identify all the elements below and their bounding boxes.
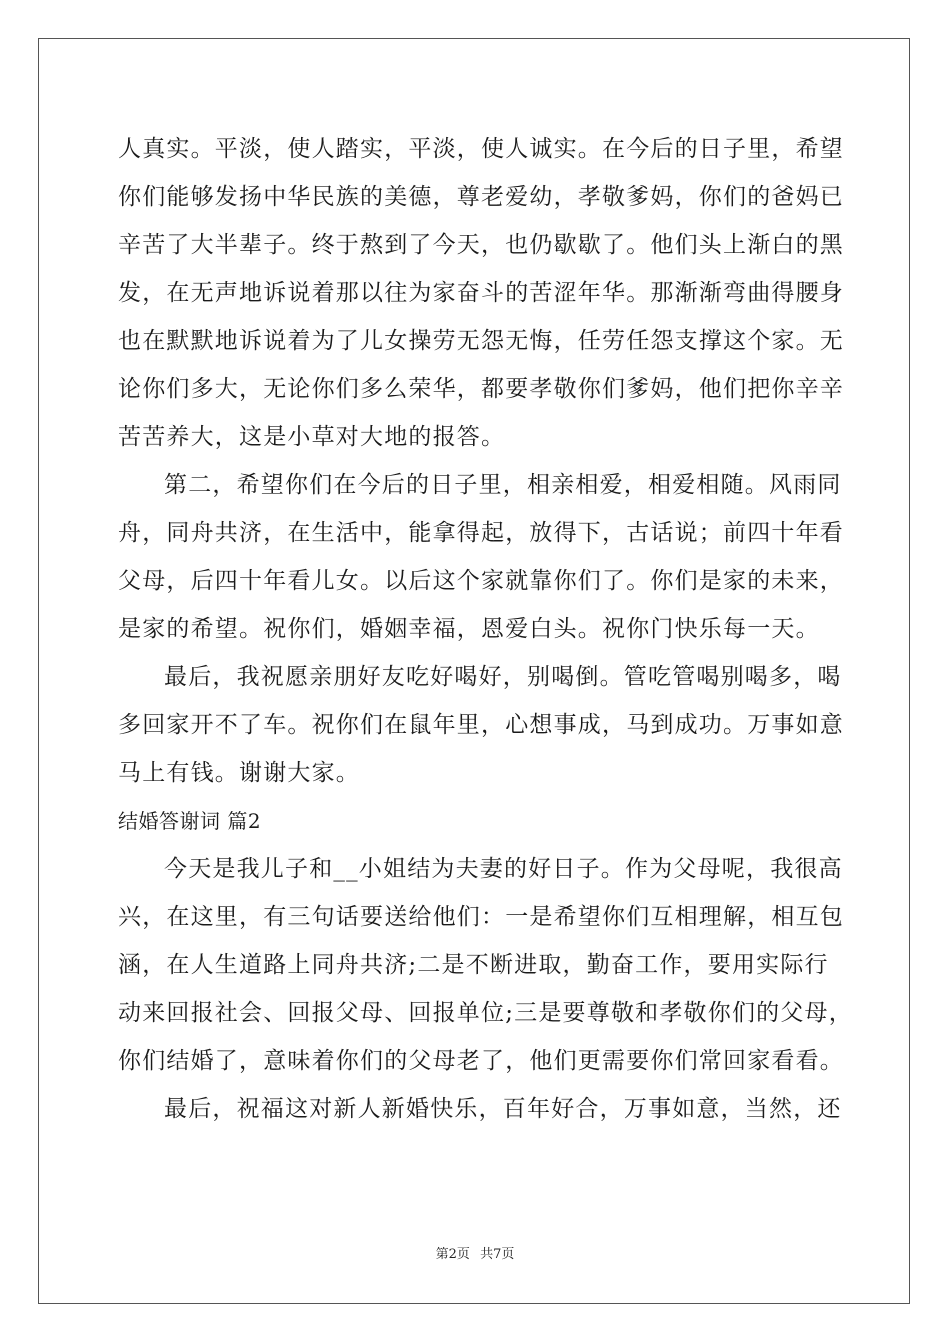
text-line: 动来回报社会、回报父母、回报单位;三是要尊敬和孝敬你们的父母， xyxy=(118,1000,853,1026)
text-line: 多回家开不了车。祝你们在鼠年里，心想事成，马到成功。万事如意 xyxy=(118,712,844,738)
page-total: 共7页 xyxy=(480,1247,515,1262)
text-line: 辛苦了大半辈子。终于熬到了今天，也仍歇歇了。他们头上渐白的黑 xyxy=(118,232,844,258)
text-line: 你们结婚了，意味着你们的父母老了，他们更需要你们常回家看看。 xyxy=(118,1048,844,1074)
page-footer xyxy=(0,1246,950,1264)
paragraph-start: 最后，祝福这对新人新婚快乐，百年好合，万事如意，当然，还 xyxy=(164,1096,842,1122)
text-line: 兴，在这里，有三句话要送给他们：一是希望你们互相理解，相互包 xyxy=(118,904,844,930)
text-line: 苦苦养大，这是小草对大地的报答。 xyxy=(118,424,506,450)
section-heading: 结婚答谢词 篇2 xyxy=(118,809,262,833)
paragraph-start: 第二，希望你们在今后的日子里，相亲相爱，相爱相随。风雨同 xyxy=(164,472,842,498)
text-line: 发，在无声地诉说着那以往为家奋斗的苦涩年华。那渐渐弯曲得腰身 xyxy=(118,280,844,306)
text-line: 你们能够发扬中华民族的美德，尊老爱幼，孝敬爹妈，你们的爸妈已 xyxy=(118,184,844,210)
text-line: 马上有钱。谢谢大家。 xyxy=(118,760,360,786)
page-number: 第2页 xyxy=(435,1247,470,1262)
text-line: 涵，在人生道路上同舟共济;二是不断进取，勤奋工作，要用实际行 xyxy=(118,952,829,978)
paragraph-start: 最后，我祝愿亲朋好友吃好喝好，别喝倒。管吃管喝别喝多，喝 xyxy=(164,664,842,690)
text-line: 是家的希望。祝你们，婚姻幸福，恩爱白头。祝你门快乐每一天。 xyxy=(118,616,820,642)
text-line: 也在默默地诉说着为了儿女操劳无怨无悔，任劳任怨支撑这个家。无 xyxy=(118,328,844,354)
text-line: 人真实。平淡，使人踏实，平淡，使人诚实。在今后的日子里，希望 xyxy=(118,136,844,162)
text-line: 论你们多大，无论你们多么荣华，都要孝敬你们爹妈，他们把你辛辛 xyxy=(118,376,844,402)
text-line: 父母，后四十年看儿女。以后这个家就靠你们了。你们是家的未来， xyxy=(118,568,844,594)
paragraph-start: 今天是我儿子和__小姐结为夫妻的好日子。作为父母呢，我很高 xyxy=(164,856,843,882)
text-line: 舟，同舟共济，在生活中，能拿得起，放得下，古话说；前四十年看 xyxy=(118,520,844,546)
